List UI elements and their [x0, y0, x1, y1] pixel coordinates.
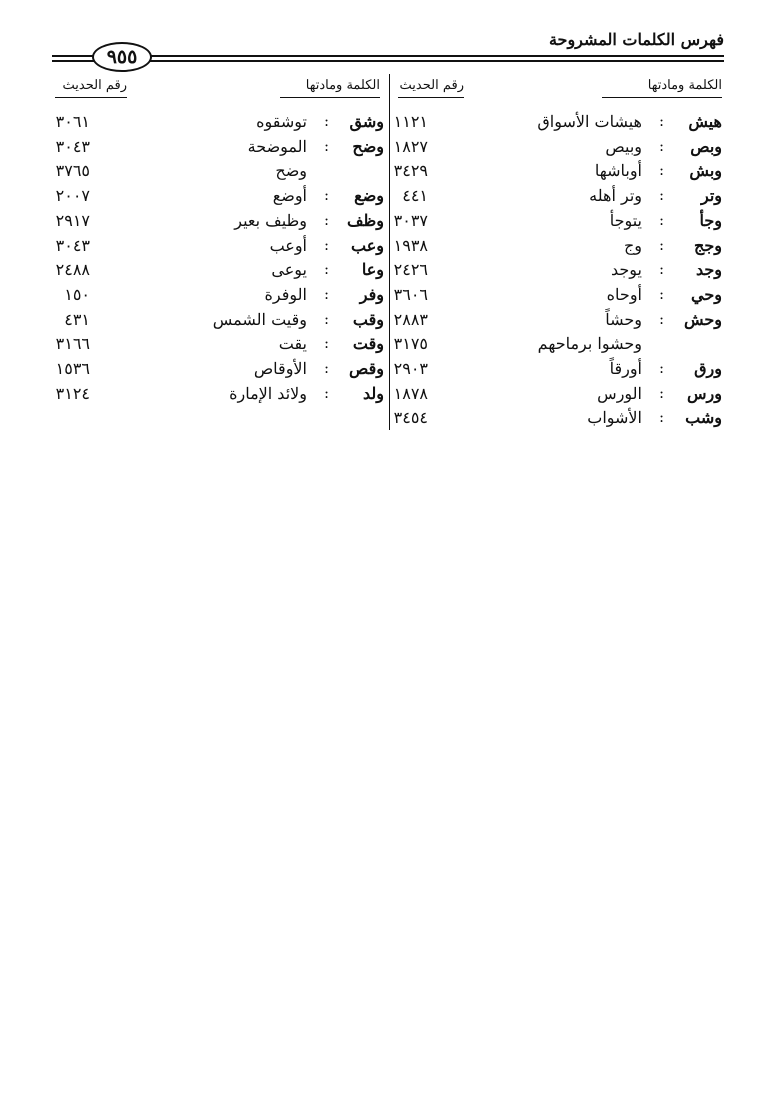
entry-root: وحش	[683, 309, 722, 329]
entry-root: وجد	[695, 260, 722, 280]
running-title: فهرس الكلمات المشروحة	[548, 30, 724, 49]
entry-separator: :	[658, 359, 664, 377]
entry-separator: :	[323, 210, 329, 229]
entry-separator: :	[323, 136, 329, 155]
entry-word: أوباشها	[594, 161, 642, 181]
entry-word: أوحاه	[606, 284, 642, 304]
entry-hadith-number: ١٥٣٦	[55, 359, 90, 378]
entry-hadith-number: ٢٩٠٣	[393, 359, 428, 378]
index-entry	[392, 285, 722, 309]
entry-word: وتر أهله	[589, 186, 642, 206]
entry-root: وجج	[694, 235, 722, 255]
entry-word: توشقوه	[256, 112, 307, 131]
entry-separator: :	[323, 383, 329, 402]
entry-root: وفر	[359, 284, 384, 304]
entry-hadith-number: ٢٤٨٨	[55, 260, 90, 280]
header-rule	[52, 60, 96, 62]
entry-word: الموضحة	[247, 136, 307, 156]
entry-word: يقت	[278, 334, 307, 354]
header-rule	[150, 60, 724, 62]
entry-separator: :	[658, 210, 664, 229]
entry-separator: :	[658, 186, 664, 205]
entry-root: وضع	[354, 186, 384, 206]
entry-root: وبش	[689, 161, 722, 181]
entry-separator: :	[658, 309, 664, 328]
entry-word: وبيص	[605, 136, 642, 156]
entry-root: وعا	[361, 260, 384, 280]
entry-hadith-number: ٣٤٢٩	[393, 161, 428, 181]
index-entry	[392, 384, 722, 408]
index-entry	[54, 211, 384, 235]
entry-root: وبص	[690, 136, 722, 156]
entry-root: وظف	[346, 210, 384, 230]
right-number-header: رقم الحديث	[398, 78, 464, 98]
index-entry	[392, 161, 722, 185]
entry-word: وحشوا برماحهم	[537, 334, 642, 354]
entry-separator: :	[658, 383, 664, 402]
entry-separator: :	[658, 235, 664, 254]
left-number-header: رقم الحديث	[55, 78, 127, 98]
entry-root: وتر	[700, 186, 722, 206]
entry-separator: :	[658, 408, 664, 427]
entry-word: يتوجأ	[609, 210, 642, 230]
index-entry	[392, 260, 722, 284]
entry-hadith-number: ١٥٠	[64, 284, 90, 304]
entry-separator: :	[323, 186, 329, 205]
entry-word: يوجد	[610, 260, 642, 280]
entry-root: وشب	[685, 408, 722, 428]
entry-word: الأشواب	[587, 408, 642, 428]
entry-root: وضح	[352, 136, 384, 156]
entry-root: ولد	[363, 383, 384, 403]
index-entry	[54, 334, 384, 358]
entry-hadith-number: ٤٤١	[402, 186, 428, 206]
entry-word: وقيت الشمس	[212, 309, 307, 329]
entry-hadith-number: ٢٨٨٣	[393, 309, 428, 329]
entry-root: هيش	[688, 112, 722, 131]
page-number: ٩٥٥	[92, 42, 152, 72]
entry-separator: :	[323, 359, 329, 377]
entry-hadith-number: ٣١٢٤	[55, 383, 90, 403]
header-rule	[150, 55, 724, 57]
index-entry	[54, 384, 384, 408]
entry-hadith-number: ١٨٧٨	[393, 383, 428, 403]
index-entry	[392, 359, 722, 383]
entry-word: وج	[623, 235, 642, 255]
index-entry	[392, 112, 722, 136]
index-entry	[392, 310, 722, 334]
entry-hadith-number: ١٨٢٧	[393, 136, 428, 156]
entry-hadith-number: ٣٤٥٤	[393, 408, 428, 428]
entry-separator: :	[323, 334, 329, 353]
entry-hadith-number: ٣٠٤٣	[55, 235, 90, 255]
entry-hadith-number: ١١٢١	[393, 112, 428, 131]
entry-root: وعب	[351, 235, 384, 255]
entry-word: الأوقاص	[253, 359, 307, 378]
entry-root: ورس	[687, 383, 722, 403]
entry-word: أورقاً	[609, 359, 642, 378]
entry-hadith-number: ١٩٣٨	[393, 235, 428, 255]
header-rule	[52, 55, 96, 57]
entry-separator: :	[323, 235, 329, 254]
index-entry	[392, 408, 722, 432]
entry-separator: :	[658, 260, 664, 279]
index-entry	[54, 161, 384, 185]
index-entry	[54, 285, 384, 309]
entry-hadith-number: ٣١٦٦	[55, 334, 90, 354]
entry-root: ورق	[694, 359, 722, 378]
entry-root: وجأ	[699, 210, 722, 230]
entry-separator: :	[658, 112, 664, 130]
index-entry	[54, 260, 384, 284]
left-word-header: الكلمة ومادتها	[280, 78, 380, 98]
right-word-header: الكلمة ومادتها	[602, 78, 722, 98]
entry-separator: :	[323, 284, 329, 303]
entry-root: وحي	[691, 284, 722, 304]
column-divider	[389, 74, 390, 430]
entry-word: الورس	[597, 383, 642, 403]
entry-root: وشق	[349, 112, 384, 131]
entry-separator: :	[658, 136, 664, 155]
entry-word: وضح	[275, 161, 307, 181]
index-entry	[54, 359, 384, 383]
index-entry	[392, 211, 722, 235]
index-entry	[392, 186, 722, 210]
entry-word: وظيف بعير	[234, 210, 307, 230]
entry-root: وقص	[349, 359, 384, 378]
index-entry	[54, 310, 384, 334]
entry-hadith-number: ٣١٧٥	[393, 334, 428, 354]
entry-hadith-number: ٢٩١٧	[55, 210, 90, 230]
index-entry	[392, 334, 722, 358]
entry-word: أوضع	[272, 186, 307, 206]
entry-word: هيشات الأسواق	[537, 112, 642, 131]
entry-separator: :	[323, 112, 329, 130]
entry-hadith-number: ٢٠٠٧	[55, 186, 90, 206]
index-entry	[54, 137, 384, 161]
index-entry	[392, 137, 722, 161]
entry-hadith-number: ٣٠٣٧	[393, 210, 428, 230]
entry-hadith-number: ٣٦٠٦	[393, 284, 428, 304]
entry-separator: :	[658, 284, 664, 303]
entry-separator: :	[323, 309, 329, 328]
index-entry	[54, 186, 384, 210]
index-entry	[392, 236, 722, 260]
index-entry	[54, 236, 384, 260]
entry-hadith-number: ٢٤٢٦	[393, 260, 428, 280]
entry-hadith-number: ٤٣١	[64, 309, 90, 329]
entry-hadith-number: ٣٠٤٣	[55, 136, 90, 156]
entry-root: وقت	[352, 334, 384, 354]
entry-word: أوعب	[269, 235, 307, 255]
entry-word: يوعى	[271, 260, 307, 280]
entry-hadith-number: ٣٠٦١	[55, 112, 90, 131]
entry-word: ولائد الإمارة	[229, 383, 307, 403]
entry-hadith-number: ٣٧٦٥	[55, 161, 90, 181]
entry-root: وقب	[352, 309, 384, 329]
entry-separator: :	[658, 161, 664, 180]
entry-word: وحشاً	[605, 309, 642, 329]
entry-separator: :	[323, 260, 329, 279]
entry-word: الوفرة	[264, 284, 307, 304]
index-entry	[54, 112, 384, 136]
